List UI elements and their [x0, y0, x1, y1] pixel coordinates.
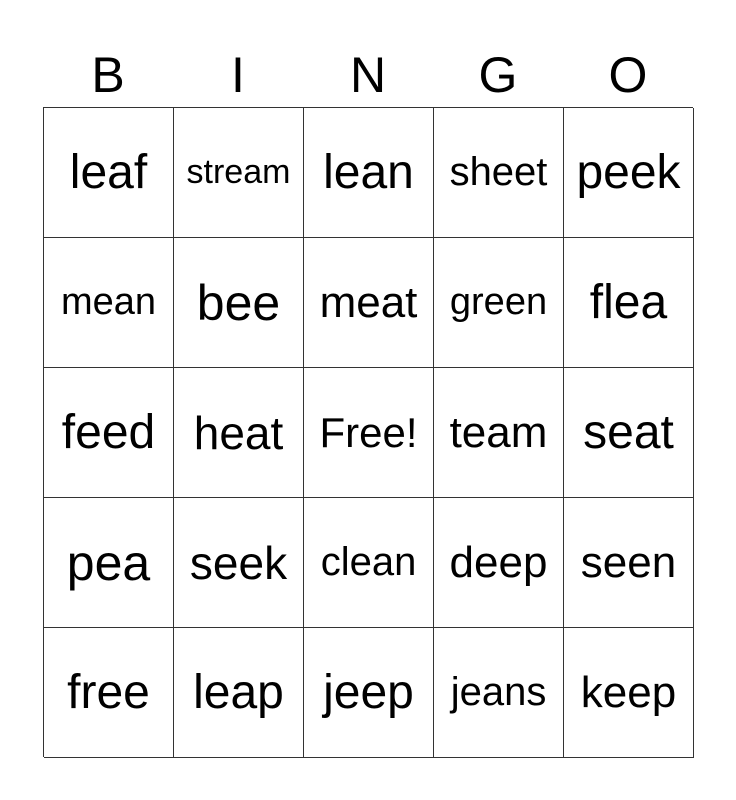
bingo-cell[interactable]: seek — [174, 498, 304, 628]
bingo-cell[interactable]: mean — [44, 238, 174, 368]
free-space-cell[interactable]: Free! — [304, 368, 434, 498]
bingo-cell[interactable]: green — [434, 238, 564, 368]
bingo-cell[interactable]: leaf — [44, 108, 174, 238]
bingo-cell[interactable]: pea — [44, 498, 174, 628]
bingo-card-grid — [43, 107, 693, 757]
header-letter-g: G — [478, 47, 518, 103]
bingo-cell[interactable]: stream — [174, 108, 304, 238]
header-letter-n: N — [349, 47, 387, 103]
bingo-cell[interactable]: team — [434, 368, 564, 498]
bingo-cell[interactable]: bee — [174, 238, 304, 368]
header-letter-i: I — [231, 47, 245, 103]
header-letter-b: B — [91, 47, 125, 103]
bingo-cell[interactable]: flea — [564, 238, 694, 368]
bingo-cell[interactable]: deep — [434, 498, 564, 628]
bingo-cell[interactable]: lean — [304, 108, 434, 238]
bingo-cell[interactable]: free — [44, 628, 174, 758]
bingo-cell[interactable]: seat — [564, 368, 694, 498]
bingo-cell[interactable]: peek — [564, 108, 694, 238]
bingo-cell[interactable]: seen — [564, 498, 694, 628]
bingo-cell[interactable]: jeans — [434, 628, 564, 758]
header-letter-o: O — [608, 47, 648, 103]
bingo-header — [43, 44, 693, 106]
bingo-cell[interactable]: clean — [304, 498, 434, 628]
bingo-cell[interactable]: keep — [564, 628, 694, 758]
bingo-cell[interactable]: sheet — [434, 108, 564, 238]
bingo-cell[interactable]: leap — [174, 628, 304, 758]
bingo-cell[interactable]: jeep — [304, 628, 434, 758]
bingo-cell[interactable]: feed — [44, 368, 174, 498]
bingo-cell[interactable]: heat — [174, 368, 304, 498]
bingo-cell[interactable]: meat — [304, 238, 434, 368]
